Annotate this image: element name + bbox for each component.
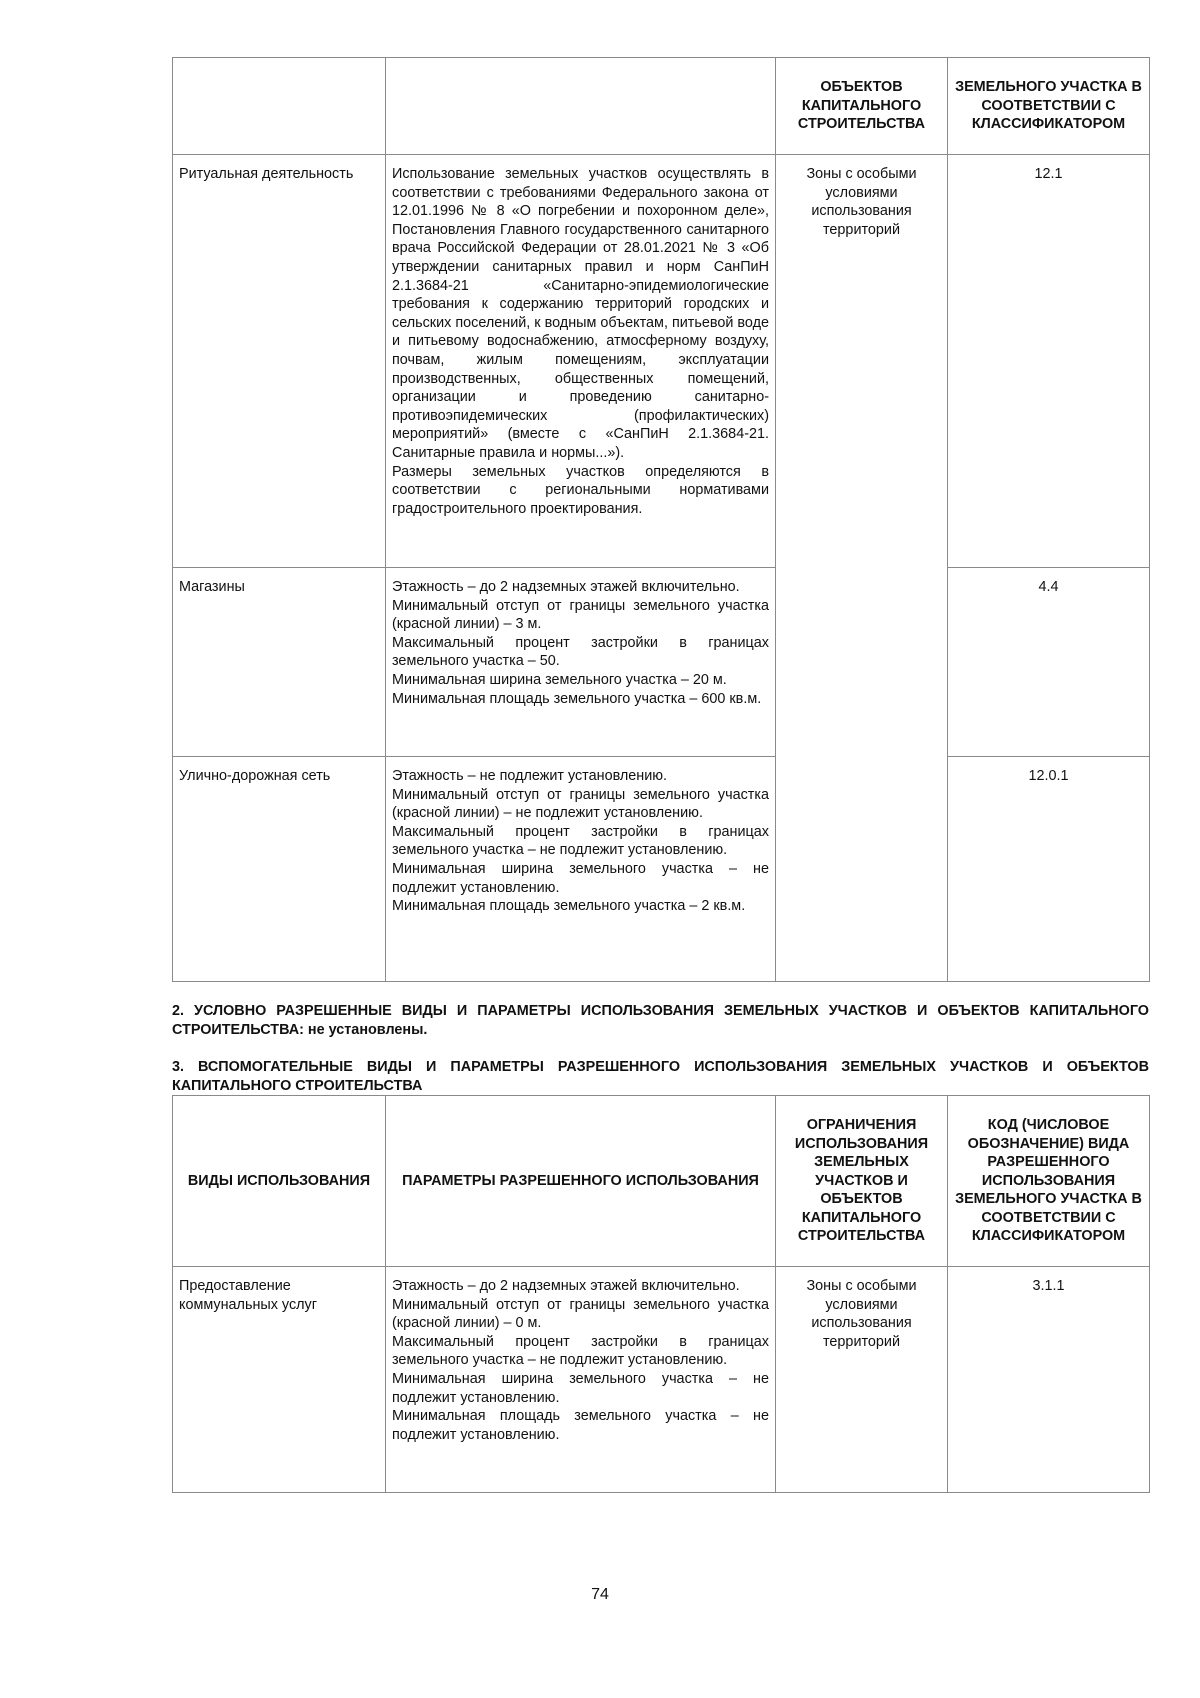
param-text: Максимальный процент застройки в границах земельного участка – не подлежит установлению. bbox=[392, 1333, 769, 1369]
table-auxiliary-uses bbox=[172, 1095, 1150, 1493]
header-cell-restrictions: ОБЪЕКТОВ КАПИТАЛЬНОГО СТРОИТЕЛЬСТВА bbox=[776, 58, 948, 155]
section-2-heading: 2. УСЛОВНО РАЗРЕШЕННЫЕ ВИДЫ И ПАРАМЕТРЫ ИСПОЛЬЗОВАНИЯ ЗЕМЕЛЬНЫХ УЧАСТКОВ И ОБЪЕКТОВ КАПИТАЛЬНОГО СТРОИТЕЛЬСТВА: не установлены. bbox=[172, 1003, 1149, 1038]
param-text: Минимальный отступ от границы земельного участка (красной линии) – 0 м. bbox=[392, 1296, 769, 1332]
param-text: Размеры земельных участков определяются в соответствии с региональными нормативами градостроительного проектирования. bbox=[392, 463, 769, 517]
param-text: Минимальная площадь земельного участка – не подлежит установлению. bbox=[392, 1408, 769, 1443]
use-name: Предоставление коммунальных услуг bbox=[173, 1267, 386, 1493]
param-text: Минимальная ширина земельного участка – 20 м. bbox=[392, 671, 727, 688]
table-row bbox=[173, 757, 1150, 982]
page-number: 74 bbox=[591, 1586, 609, 1603]
use-name: Магазины bbox=[173, 568, 386, 757]
param-text: Максимальный процент застройки в границах земельного участка – 50. bbox=[392, 634, 769, 670]
param-text: Минимальная ширина земельного участка – не подлежит установлению. bbox=[392, 1370, 769, 1406]
header-cell-code: КОД (ЧИСЛОВОЕ ОБОЗНАЧЕНИЕ) ВИДА РАЗРЕШЕННОГО ИСПОЛЬЗОВАНИЯ ЗЕМЕЛЬНОГО УЧАСТКА В СООТВЕТСТВИИ С КЛАССИФИКАТОРОМ bbox=[948, 1096, 1150, 1267]
table-header-row bbox=[173, 58, 1150, 155]
header-cell-empty-2 bbox=[386, 58, 776, 155]
param-text: Минимальная площадь земельного участка – 2 кв.м. bbox=[392, 898, 746, 915]
param-text: Минимальный отступ от границы земельного участка (красной линии) – не подлежит установлению. bbox=[392, 786, 769, 822]
use-code: 3.1.1 bbox=[948, 1267, 1150, 1493]
param-text: Этажность – до 2 надземных этажей включительно. bbox=[392, 579, 740, 595]
param-text: Использование земельных участков осуществлять в соответствии с требованиями Федерального закона от 12.01.1996 № 8 «О погребении и похоронном деле», Постановления Главного государственного санитарного врача Российской Федерации от 28.01.2021 № 3 «Об утверждении санитарных правил и норм СанПиН 2.1.3684-21 «Санитарно-эпидемиологические требования к содержанию территорий городских и сельских поселений, к водным объектам, питьевой воде и питьевому водоснабжению, атмосферному воздуху, почвам, жилым помещениям, эксплуатации производственных, общественных помещений, организации и проведению санитарно-противоэпидемических (профилактических) мероприятий» (вместе с «СанПиН 2.1.3684-21. Санитарные правила и нормы...»). bbox=[392, 166, 769, 461]
use-restrictions: Зоны с особыми условиями использования территорий bbox=[776, 1267, 948, 1493]
use-parameters bbox=[386, 757, 776, 982]
header-cell-parameters: ПАРАМЕТРЫ РАЗРЕШЕННОГО ИСПОЛЬЗОВАНИЯ bbox=[386, 1096, 776, 1267]
header-cell-code: ЗЕМЕЛЬНОГО УЧАСТКА В СООТВЕТСТВИИ С КЛАССИФИКАТОРОМ bbox=[948, 58, 1150, 155]
param-text: Минимальная ширина земельного участка – не подлежит установлению. bbox=[392, 860, 769, 896]
use-code: 12.1 bbox=[948, 155, 1150, 568]
table-main-uses bbox=[172, 57, 1150, 982]
use-parameters bbox=[386, 568, 776, 757]
section-3-heading: 3. ВСПОМОГАТЕЛЬНЫЕ ВИДЫ И ПАРАМЕТРЫ РАЗРЕШЕННОГО ИСПОЛЬЗОВАНИЯ ЗЕМЕЛЬНЫХ УЧАСТКОВ И ОБЪЕКТОВ КАПИТАЛЬНОГО СТРОИТЕЛЬСТВА bbox=[172, 1059, 1149, 1094]
use-restrictions: Зоны с особыми условиями использования территорий bbox=[776, 155, 948, 982]
use-parameters bbox=[386, 155, 776, 568]
use-code: 12.0.1 bbox=[948, 757, 1150, 982]
header-cell-empty-1 bbox=[173, 58, 386, 155]
param-text: Максимальный процент застройки в границах земельного участка – не подлежит установлению. bbox=[392, 823, 769, 859]
table-row bbox=[173, 568, 1150, 757]
param-text: Минимальная площадь земельного участка – 600 кв.м. bbox=[392, 690, 762, 707]
table-row bbox=[173, 1267, 1150, 1493]
header-cell-uses: ВИДЫ ИСПОЛЬЗОВАНИЯ bbox=[173, 1096, 386, 1267]
use-name: Улично-дорожная сеть bbox=[173, 757, 386, 982]
table-row bbox=[173, 155, 1150, 568]
param-text: Этажность – не подлежит установлению. bbox=[392, 768, 668, 784]
param-text: Минимальный отступ от границы земельного участка (красной линии) – 3 м. bbox=[392, 597, 769, 633]
header-cell-restrictions: ОГРАНИЧЕНИЯ ИСПОЛЬЗОВАНИЯ ЗЕМЕЛЬНЫХ УЧАСТКОВ И ОБЪЕКТОВ КАПИТАЛЬНОГО СТРОИТЕЛЬСТВА bbox=[776, 1096, 948, 1267]
param-text: Этажность – до 2 надземных этажей включительно. bbox=[392, 1278, 740, 1294]
use-parameters bbox=[386, 1267, 776, 1493]
table-header-row bbox=[173, 1096, 1150, 1267]
use-name: Ритуальная деятельность bbox=[173, 155, 386, 568]
use-code: 4.4 bbox=[948, 568, 1150, 757]
